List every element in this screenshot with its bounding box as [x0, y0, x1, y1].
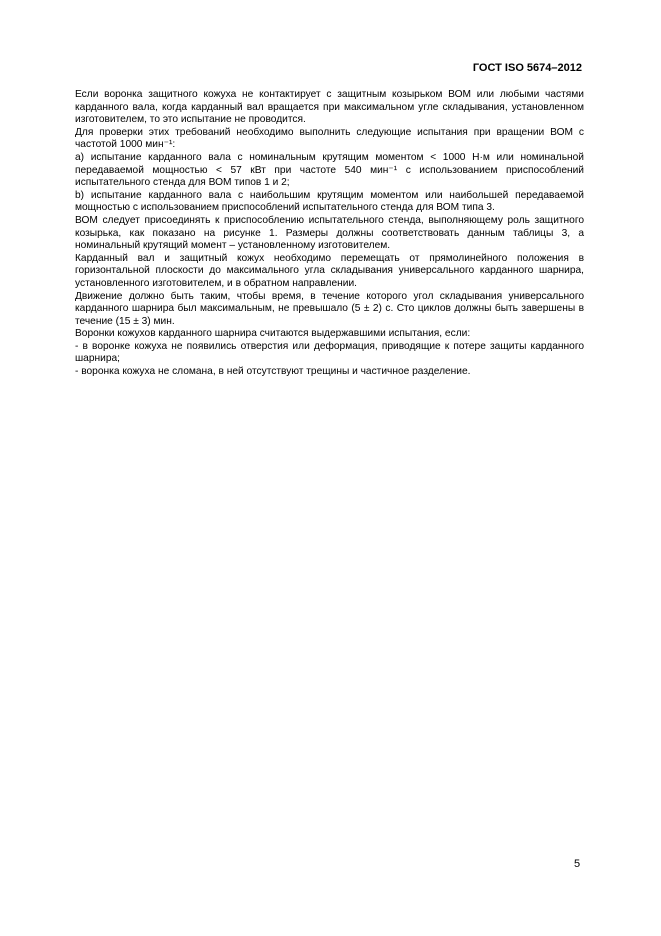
list-item: - воронка кожуха не сломана, в ней отсутствуют трещины и частичное разделение.: [75, 366, 471, 378]
list-item: b) испытание карданного вала с наибольшим крутящим моментом или наибольшей передаваемой мощностью с использованием приспособлений испытательного стенда для ВОМ типа 3.: [75, 189, 584, 214]
page-number: 5: [574, 858, 581, 870]
paragraph: Карданный вал и защитный кожух необходимо перемещать от прямолинейного положения в горизонтальной плоскости до максимального угла складывания универсального карданного шарнира, установленного изготовителем, и в обратном направлении.: [75, 252, 584, 289]
paragraph: Воронки кожухов карданного шарнира считаются выдержавшими испытания, если:: [75, 328, 471, 340]
paragraph: ВОМ следует присоединять к приспособлению испытательного стенда, выполняющему роль защитного козырька, как показано на рисунке 1. Размеры должны соответствовать данным таблицы 3, а номинальный крутящий момент – установленному изготовителем.: [75, 214, 584, 252]
list-item: - в воронке кожуха не появились отверстия или деформация, приводящие к потере защиты карданного шарнира;: [75, 340, 584, 365]
paragraph: Для проверки этих требований необходимо выполнить следующие испытания при вращении ВОМ с частотой 1000 мин⁻¹:: [75, 126, 584, 151]
list-item: а) испытание карданного вала с номинальным крутящим моментом < 1000 Н·м или номинальной передаваемой мощностью < 57 кВт при частоте 540 мин⁻¹ с использованием приспособлений испытательного стенда для ВОМ типов 1 и 2;: [75, 151, 584, 189]
paragraph: Если воронка защитного кожуха не контактирует с защитным козырьком ВОМ или любыми частями карданного вала, когда карданный вал вращается при максимальном угле складывания, установленном изготовителем, то это испытание не проводится.: [75, 89, 584, 126]
document-body: [75, 89, 584, 379]
document-header-code: ГОСТ ISO 5674–2012: [472, 62, 582, 74]
paragraph: Движение должно быть таким, чтобы время, в течение которого угол складывания универсального карданного шарнира был максимальным, не превышало (5 ± 2) с. Сто циклов должны быть завершены в течение (15 ± 3) мин.: [75, 290, 584, 327]
